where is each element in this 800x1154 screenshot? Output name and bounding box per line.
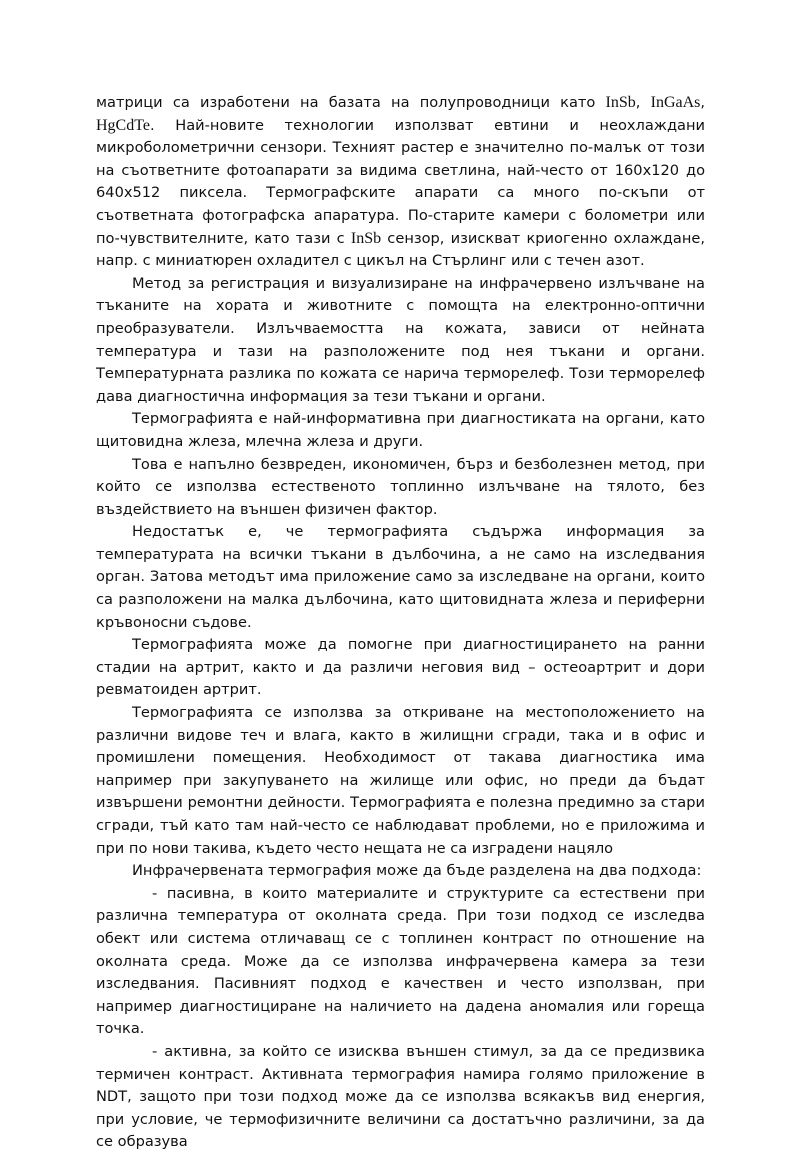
text-run: сензор, изискват криогенно охлаждане, напр. с миниатюрен охладител с цикъл на Стърлинг или с течен азот. [96,229,705,270]
paragraph-passive: - пасивна, в които материалите и структурите са естествени при различна температура от околната среда. При този подход се изследва обект или система отличаващ се с топлинен контраст по отношение на околната среда. Може да се използва инфрачервена камера за тези изследвания. Пасивният подход е качествен и често използван, при например диагностициране на наличието на дадена аномалия или гореща точка. [96,884,705,1038]
paragraph-informative: Термографията е най-информативна при диагностиката на органи, като щитовидна жлеза, млечна жлеза и други. [96,410,705,450]
paragraph-method: Метод за регистрация и визуализиране на инфрачервено излъчване на тъканите на хората и животните с помощта на електронно-оптични преобразуватели. Излъчваемостта на кожата, зависи от нейната температура и тази на разположените под нея тъкани и органи. Температурната разлика по кожата се нарича терморелеф. Този терморелеф дава диагностична информация за тези тъкани и органи. [96,274,705,405]
paragraph-harmless: Това е напълно безвреден, икономичен, бърз и безболезнен метод, при който се използва естественото топлинно излъчване на тялото, без въздействието на външен физичен фактор. [96,455,705,518]
document-body [96,92,705,1154]
text-run: матрици са изработени на базата на полупроводници като [96,94,606,111]
text-run: , [635,94,651,111]
chemical-formula: InSb [350,229,382,247]
paragraph-active: - активна, за който се изисква външен стимул, за да се предизвика термичен контраст. Активната термография намира голямо приложение в NDT, защото при този подход може да се използва всякакъв вид енергия, при условие, че термофизичните величини са достатъчно различини, за да се образува [96,1042,705,1151]
text-run: . Най-новите технологии използват евтини и неохлаждани микроболометрични сензори. Техният растер е значително по-малък от този на съответните фотоапарати за видима светлина, най-често от 160x120 до 640x512 пиксела. Термографските апарати са много по-скъпи от съответната фотографска апаратура. По-старите камери с болометри или по-чувствителните, като тази с [96,116,705,247]
chemical-formula: InGaAs [650,94,701,111]
paragraph-approaches: Инфрачервената термография може да бъде разделена на два подхода: [132,862,702,880]
paragraph-sensors [96,92,705,273]
paragraph-buildings: Термографията се използва за откриване на местоположението на различни видове теч и влага, както в жилищни сгради, така и в офис и промишлени помещения. Необходимост от такава диагностика има например при закупуването на жилище или офис, но преди да бъдат извършени ремонтни дейности. Термографията е полезна предимно за стари сгради, тъй като там най-често се наблюдават проблеми, но е приложима и при по нови такива, където често нещата не са изградени нацяло [96,704,705,857]
chemical-formula: HgCdTe [96,116,150,134]
chemical-formula: InSb [605,94,636,111]
paragraph-arthritis: Термографията може да помогне при диагностицирането на ранни стадии на артрит, както и да различи неговия вид – остеоартрит и дори ревматоиден артрит. [96,636,705,699]
text-run: , [700,94,706,111]
paragraph-disadvantage: Недостатък е, че термографията съдържа информация за температурата на всички тъкани в дълбочина, а не само на изследвания орган. Затова методът има приложение само за изследване на органи, които са разположени на малка дълбочина, като щитовидната жлеза и периферни кръвоносни съдове. [96,523,705,631]
